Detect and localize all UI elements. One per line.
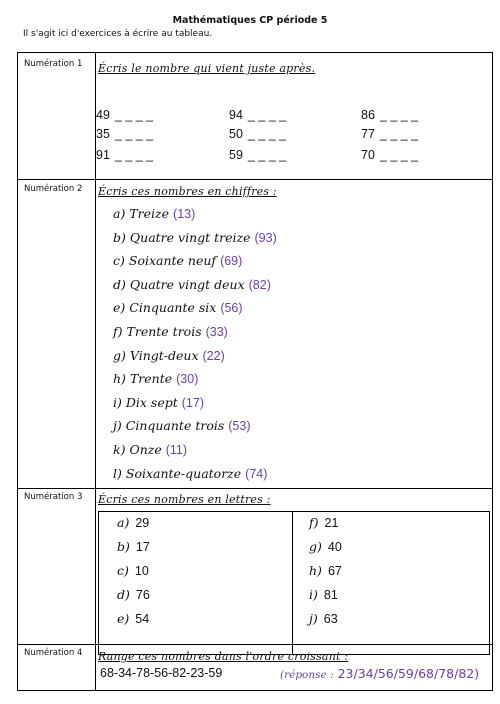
number-blank: 77 _ _ _ _ xyxy=(361,127,419,141)
word-item: c) Soixante neuf (69) xyxy=(113,253,243,269)
word-item: a) Treize (13) xyxy=(113,206,196,221)
answer-label: (réponse : xyxy=(280,669,334,681)
number-item: i) 81 xyxy=(309,587,338,602)
number-blank: 70 _ _ _ _ xyxy=(361,148,419,162)
word-item: l) Soixante-quatorze (74) xyxy=(113,465,268,481)
number-item: h) 67 xyxy=(309,563,342,578)
word-item: i) Dix sept (17) xyxy=(113,394,204,410)
number-sequence: 68-34-78-56-82-23-59 xyxy=(100,666,223,680)
page-title: Mathématiques CP période 5 xyxy=(172,15,328,26)
answer-text xyxy=(280,666,479,681)
word-item: h) Trente (30) xyxy=(113,371,199,387)
row-divider xyxy=(18,488,492,489)
number-blank: 50 _ _ _ _ xyxy=(229,127,287,141)
number-item: g) 40 xyxy=(309,539,342,554)
number-blank: 86 _ _ _ _ xyxy=(361,108,419,122)
number-item: c) 10 xyxy=(117,563,149,578)
section-heading: Écris ces nombres en chiffres : xyxy=(98,185,277,198)
word-item: k) Onze (11) xyxy=(113,442,188,457)
section-label: Numération 2 xyxy=(24,184,83,194)
number-blank: 91 _ _ _ _ xyxy=(96,148,154,162)
row-divider xyxy=(18,179,492,180)
number-item: e) 54 xyxy=(117,611,150,626)
number-item: j) 63 xyxy=(309,611,338,626)
number-item: a) 29 xyxy=(117,515,150,530)
section-heading: Écris le nombre qui vient juste après. xyxy=(98,62,316,75)
number-blank: 59 _ _ _ _ xyxy=(229,148,287,162)
number-item: b) 17 xyxy=(117,539,150,554)
number-item: d) 76 xyxy=(117,587,150,602)
word-item: j) Cinquante trois (53) xyxy=(113,418,251,434)
word-item: g) Vingt-deux (22) xyxy=(113,347,225,363)
number-item: f) 21 xyxy=(309,515,339,530)
answer-value: 23/34/56/59/68/78/82) xyxy=(337,666,480,681)
number-blank: 94 _ _ _ _ xyxy=(229,108,287,122)
section-label: Numération 4 xyxy=(24,648,83,658)
word-item: f) Trente trois (33) xyxy=(113,324,228,339)
number-box xyxy=(98,511,490,655)
number-blank: 35 _ _ _ _ xyxy=(96,127,154,141)
box-divider xyxy=(292,512,293,654)
word-item: b) Quatre vingt treize (93) xyxy=(113,229,277,245)
word-item: e) Cinquante six (56) xyxy=(113,300,243,316)
section-label: Numération 1 xyxy=(24,59,83,69)
number-blank: 49 _ _ _ _ xyxy=(96,108,154,122)
page-subtitle: Il s'agit ici d'exercices à écrire au tableau. xyxy=(23,29,213,39)
section-heading: Range ces nombres dans l'ordre croissant : xyxy=(98,650,349,663)
word-item: d) Quatre vingt deux (82) xyxy=(113,276,271,292)
section-label: Numération 3 xyxy=(24,492,83,502)
section-heading: Écris ces nombres en lettres : xyxy=(98,493,271,506)
